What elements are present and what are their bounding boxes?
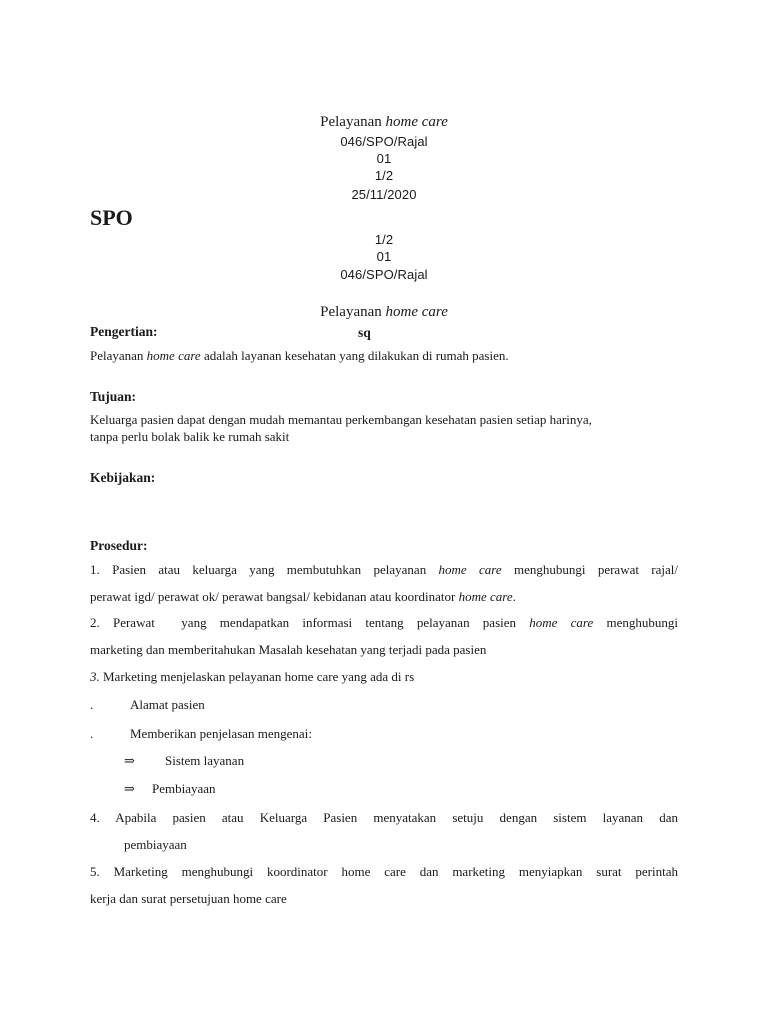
header-page: 1/2 [374, 168, 394, 183]
header-title [0, 113, 768, 131]
pengertian-text-after: adalah layanan kesehatan yang dilakukan di rumah pasien. [203, 348, 509, 363]
step-1-line-1-before: 1. Pasien atau keluarga yang membutuhkan pelayanan [90, 562, 427, 577]
step-2-line-1 [90, 614, 678, 631]
step-1-line-1-italic: home care [438, 562, 502, 577]
kebijakan-label: Kebijakan: [90, 470, 156, 485]
arrow-item-1-text: Sistem layanan [165, 753, 245, 768]
repeat-title-italic: home care [385, 304, 448, 320]
step-1-line-2 [90, 588, 678, 605]
step-4-line-1: 4. Apabila pasien atau Keluarga Pasien menyatakan setuju dengan sistem layanan dan [90, 810, 678, 825]
arrow-item-2-text: Pembiayaan [152, 781, 216, 796]
spo-label: SPO [90, 205, 133, 230]
repeat-page: 1/2 [374, 232, 394, 247]
step-2-line-1-after: menghubungi [606, 615, 679, 630]
tujuan-label: Tujuan: [90, 389, 137, 404]
repeat-revision: 01 [376, 249, 392, 264]
tujuan-line-2: tanpa perlu bolak balik ke rumah sakit [90, 429, 290, 444]
step-3-text: Marketing menjelaskan pelayanan home care yang ada di rs [103, 669, 415, 684]
step-2-line-1-italic: home care [529, 615, 594, 630]
header-doc-number: 046/SPO/Rajal [340, 134, 428, 149]
step-4-line-2: pembiayaan [124, 837, 187, 852]
step-5-line-1: 5. Marketing menghubungi koordinator home care dan marketing menyiapkan surat perintah [90, 864, 678, 879]
header-revision: 01 [376, 151, 392, 166]
arrow-right-icon: ⇒ [124, 753, 135, 768]
step-1-line-1-after: menghubungi perawat rajal/ [514, 562, 679, 577]
header-date: 25/11/2020 [351, 187, 417, 202]
arrow-right-icon: ⇒ [124, 781, 135, 796]
step-2-line-1-before: 2. Perawat yang mendapatkan informasi tentang pelayanan pasien [90, 615, 517, 630]
repeat-title [0, 303, 768, 321]
step-3-number: 3. [90, 669, 100, 684]
step-2-line-2: marketing dan memberitahukan Masalah kesehatan yang terjadi pada pasien [90, 642, 487, 657]
pengertian-stray-text: sq [358, 325, 371, 340]
step-1-line-1 [90, 561, 678, 578]
sub-item-2-text: Memberikan penjelasan mengenai: [130, 726, 312, 741]
pengertian-text-italic: home care [146, 348, 201, 363]
prosedur-label: Prosedur: [90, 538, 148, 553]
sub-item-2-bullet: . [90, 726, 94, 741]
sub-item-1-text: Alamat pasien [130, 697, 205, 712]
pengertian-text-before: Pelayanan [90, 348, 144, 363]
step-3 [90, 668, 678, 685]
step-1-line-2-italic: home care [458, 589, 513, 604]
tujuan-line-1: Keluarga pasien dapat dengan mudah memantau perkembangan kesehatan pasien setiap harinya, [90, 412, 592, 427]
step-5-line-2: kerja dan surat persetujuan home care [90, 891, 287, 906]
sub-item-1-bullet: . [90, 697, 94, 712]
header-title-italic: home care [385, 114, 448, 130]
repeat-title-plain: Pelayanan [320, 304, 382, 320]
repeat-doc-number: 046/SPO/Rajal [340, 267, 428, 282]
header-title-plain: Pelayanan [320, 114, 382, 130]
step-1-line-2-before: perawat igd/ perawat ok/ perawat bangsal/ kebidanan atau koordinator [90, 589, 456, 604]
step-1-line-2-after: . [512, 589, 516, 604]
pengertian-label: Pengertian: [90, 324, 158, 339]
pengertian-text [90, 347, 509, 364]
